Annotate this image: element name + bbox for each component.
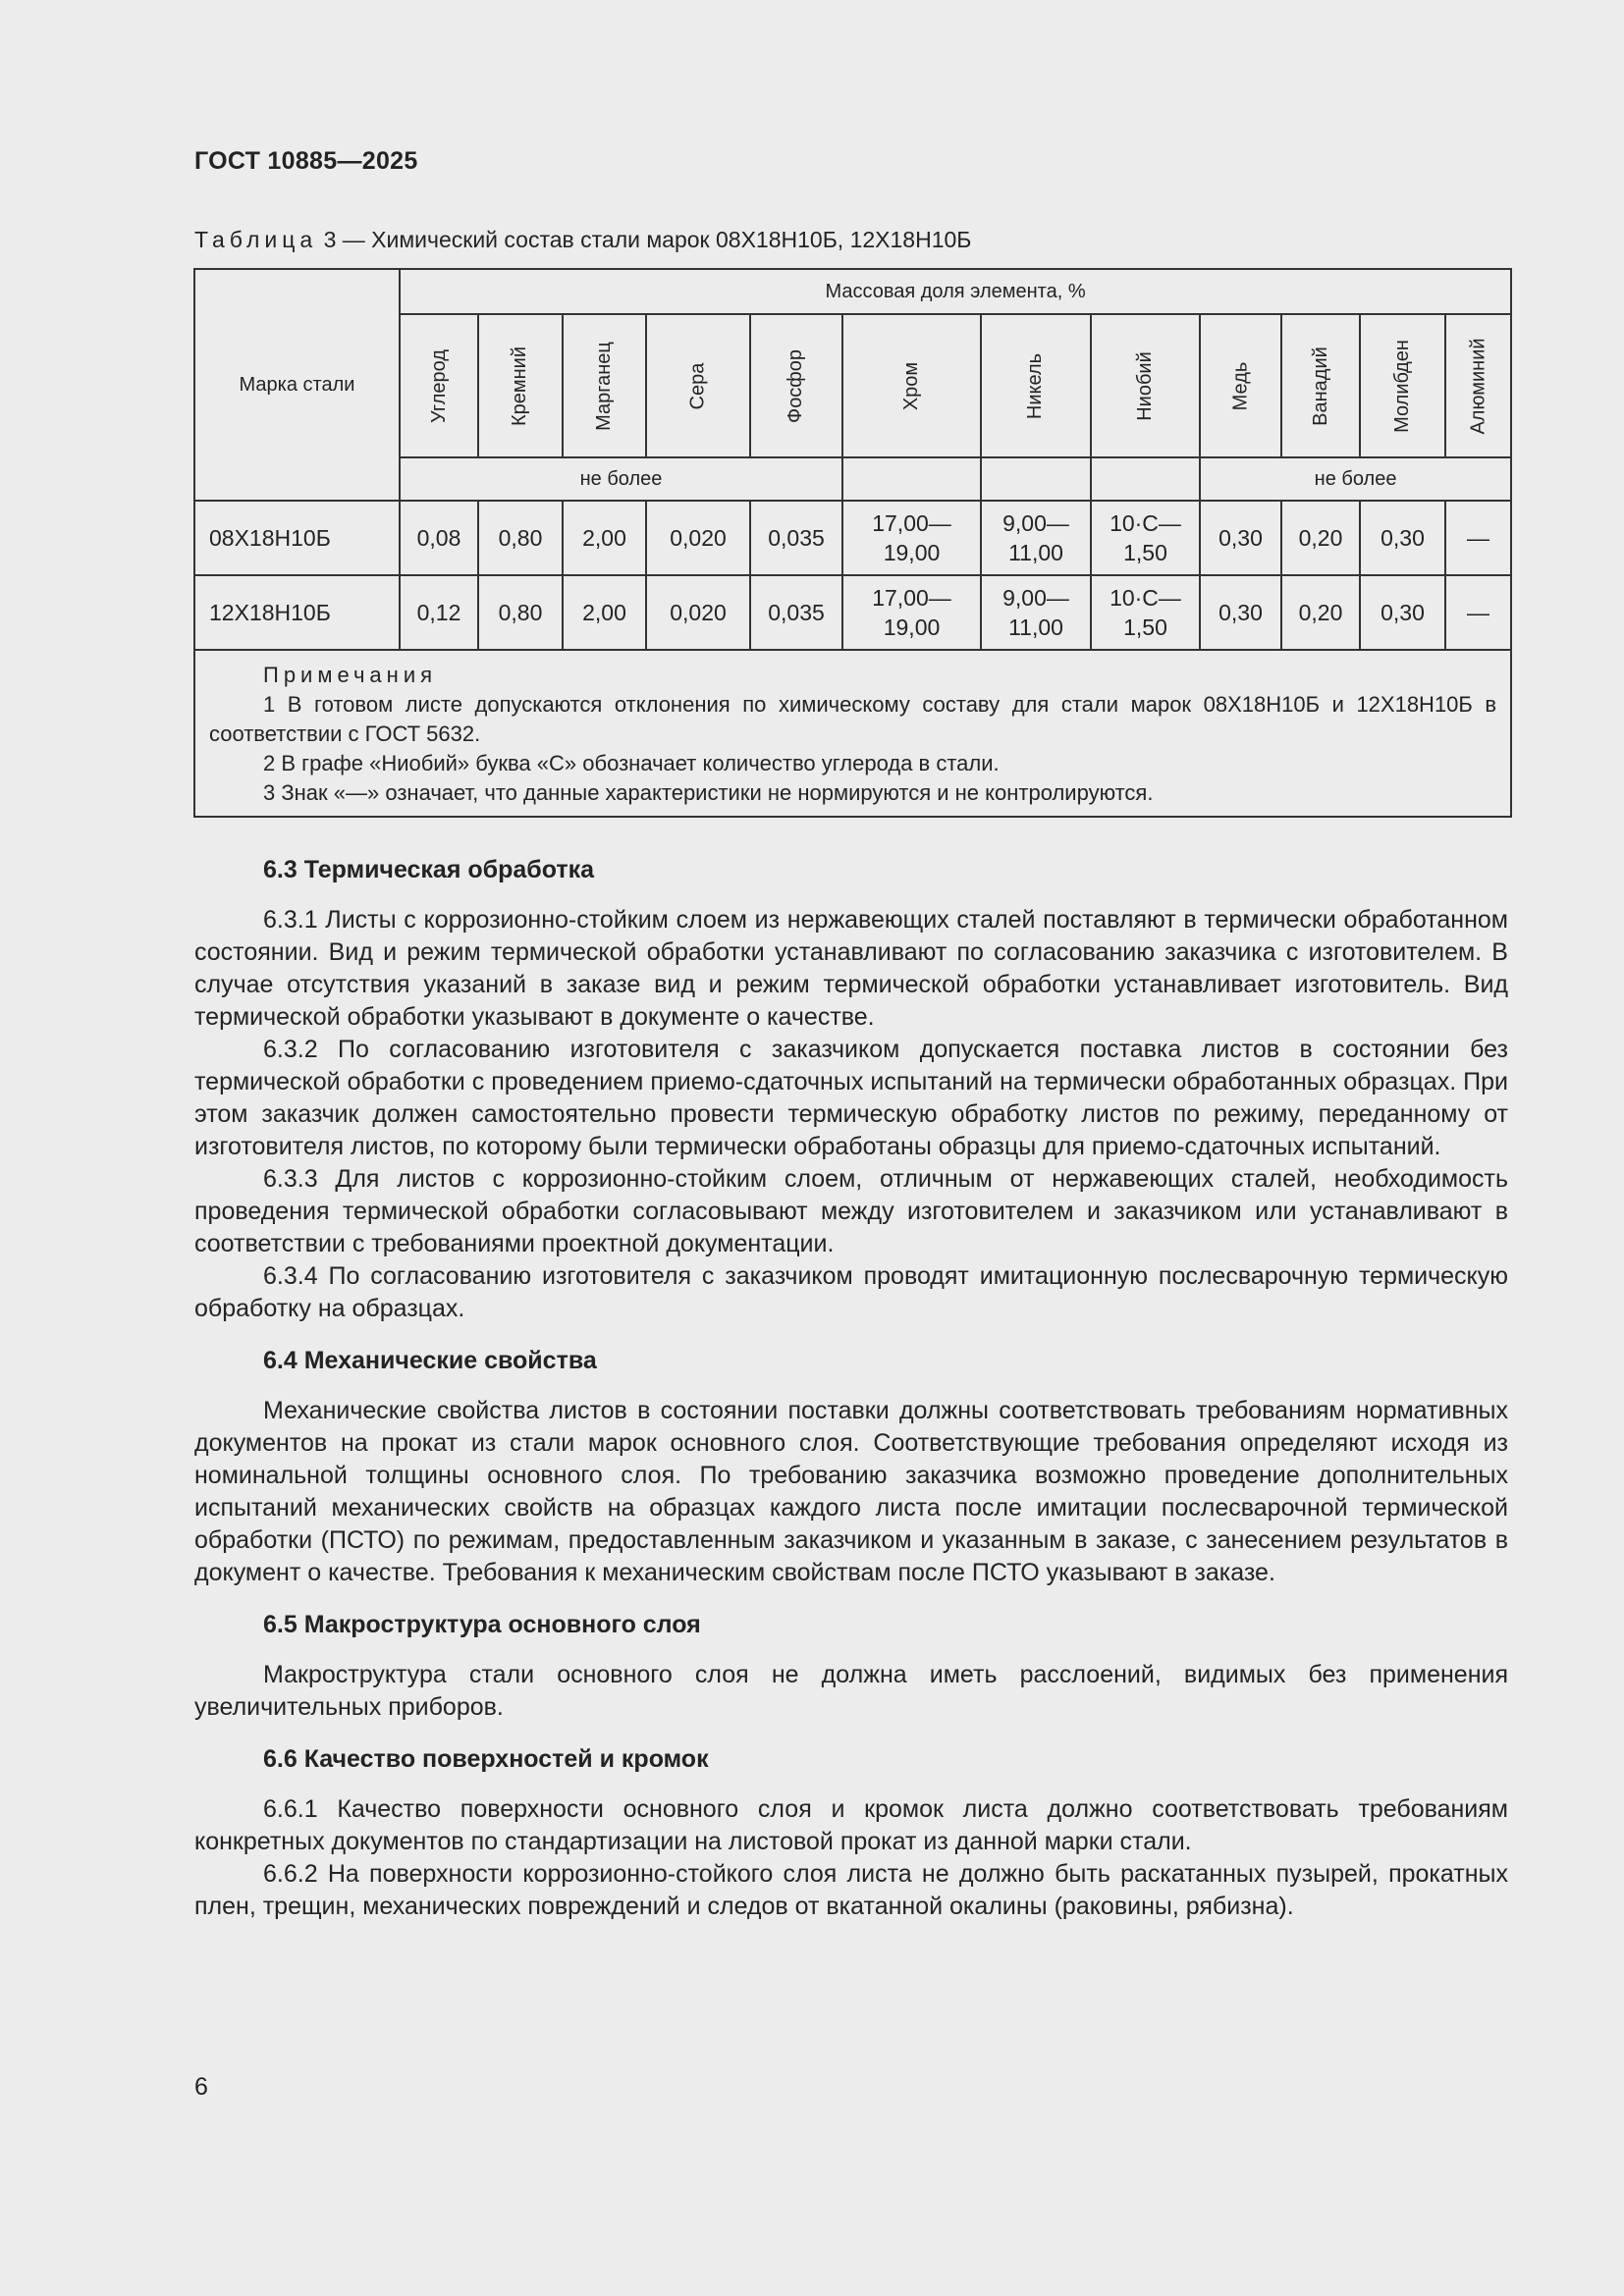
composition-cell: 0,30 [1200, 501, 1281, 575]
composition-cell: 9,00— 11,00 [981, 575, 1091, 650]
composition-cell: — [1445, 501, 1511, 575]
chemical-composition-table [193, 268, 1512, 818]
composition-cell: 9,00— 11,00 [981, 501, 1091, 575]
composition-cell: — [1445, 575, 1511, 650]
limit-not-more-left: не более [400, 457, 842, 501]
main-text [194, 854, 1508, 1923]
limit-empty [1091, 457, 1200, 501]
element-name: Кремний [509, 346, 531, 426]
composition-cell: 0,020 [646, 575, 750, 650]
header-element [400, 314, 478, 457]
header-element [563, 314, 646, 457]
element-name: Никель [1024, 352, 1047, 419]
composition-cell: 10·С— 1,50 [1091, 501, 1200, 575]
element-name: Ниобий [1133, 350, 1156, 421]
document-header: ГОСТ 10885—2025 [194, 147, 418, 175]
composition-cell: 0,08 [400, 501, 478, 575]
notes-title: Примечания [263, 663, 438, 687]
paragraph-6-3-1: 6.3.1 Листы с коррозионно-стойким слоем из нержавеющих сталей поставляют в термически обработанном состоянии. Вид и режим термической обработки устанавливают по согласованию заказчика с изготовителем. В случае отсутствия указаний в заказе вид и режим термической обработки устанавливает изготовитель. Вид термической обработки указывают в документе о качестве. [194, 906, 1508, 1031]
section-heading-6-4: 6.4 Механические свойства [263, 1347, 597, 1374]
limit-not-more-right: не более [1200, 457, 1511, 501]
header-mass-fraction: Массовая доля элемента, % [400, 269, 1511, 314]
table-row [194, 575, 1511, 650]
table-caption-label: Таблица [194, 227, 318, 252]
table-notes [194, 650, 1511, 817]
section-heading-6-3: 6.3 Термическая обработка [263, 856, 595, 883]
element-name: Молибден [1391, 339, 1413, 433]
composition-cell: 0,035 [750, 575, 842, 650]
steel-grade-cell: 08Х18Н10Б [194, 501, 400, 575]
composition-cell: 0,20 [1281, 575, 1360, 650]
paragraph-6-5: Макроструктура стали основного слоя не должна иметь расслоений, видимых без применения увеличительных приборов. [194, 1661, 1508, 1721]
element-name: Алюминий [1467, 337, 1489, 435]
composition-cell: 0,30 [1360, 575, 1445, 650]
header-element [646, 314, 750, 457]
composition-cell: 0,020 [646, 501, 750, 575]
paragraph-6-6-1: 6.6.1 Качество поверхности основного слоя и кромок листа должно соответствовать требованиям конкретных документов по стандартизации на листовой прокат из данной марки стали. [194, 1795, 1508, 1855]
header-element [981, 314, 1091, 457]
element-name: Медь [1228, 361, 1251, 410]
note-2: 2 В графе «Ниобий» буква «С» обозначает количество углерода в стали. [263, 751, 1000, 775]
paragraph-6-4: Механические свойства листов в состоянии поставки должны соответствовать требованиям нормативных документов на прокат из стали марок основного слоя. Соответствующие требования определяют исходя из номинальной толщины основного слоя. По требованию заказчика возможно проведение дополнительных испытаний механических свойств на образцах каждого листа после имитации послесварочной термической обработки (ПСТО) по режимам, предоставленным заказчиком и указанным в заказе, с занесением результатов в документ о качестве. Требования к механическим свойствам после ПСТО указывают в заказе. [194, 1397, 1508, 1586]
header-element [1281, 314, 1360, 457]
header-element [750, 314, 842, 457]
section-heading-6-6: 6.6 Качество поверхностей и кромок [263, 1745, 709, 1773]
limit-empty [981, 457, 1091, 501]
header-element [842, 314, 981, 457]
composition-cell: 0,80 [478, 575, 563, 650]
header-element [1360, 314, 1445, 457]
note-3: 3 Знак «—» означает, что данные характеристики не нормируются и не контролируются. [263, 780, 1154, 805]
steel-grade-cell: 12Х18Н10Б [194, 575, 400, 650]
composition-cell: 0,30 [1360, 501, 1445, 575]
paragraph-6-3-4: 6.3.4 По согласованию изготовителя с заказчиком проводят имитационную послесварочную термическую обработку на образцах. [194, 1262, 1508, 1322]
composition-cell: 0,20 [1281, 501, 1360, 575]
element-name: Сера [686, 362, 709, 409]
header-element [1091, 314, 1200, 457]
composition-cell: 0,035 [750, 501, 842, 575]
element-name: Фосфор [785, 348, 807, 423]
composition-cell: 0,30 [1200, 575, 1281, 650]
page-number: 6 [194, 2073, 208, 2101]
element-name: Марганец [593, 341, 616, 431]
paragraph-6-6-2: 6.6.2 На поверхности коррозионно-стойкого слоя листа не должно быть раскатанных пузырей, прокатных плен, трещин, механических повреждений и следов от вкатанной окалины (раковины, рябизна). [194, 1860, 1508, 1920]
element-name: Ванадий [1309, 346, 1331, 426]
header-steel-grade: Марка стали [194, 269, 400, 501]
composition-cell: 0,80 [478, 501, 563, 575]
composition-cell: 2,00 [563, 501, 646, 575]
composition-cell: 10·С— 1,50 [1091, 575, 1200, 650]
table-caption [194, 227, 971, 253]
header-element [478, 314, 563, 457]
composition-cell: 17,00— 19,00 [842, 501, 981, 575]
element-name: Углерод [427, 348, 450, 423]
element-name: Хром [900, 361, 922, 410]
note-1: 1 В готовом листе допускаются отклонения по химическому составу для стали марок 08Х18Н10Б и 12Х18Н10Б в соответствии с ГОСТ 5632. [209, 692, 1497, 746]
composition-cell: 17,00— 19,00 [842, 575, 981, 650]
header-element [1445, 314, 1511, 457]
limit-empty [842, 457, 981, 501]
table-row [194, 501, 1511, 575]
table-caption-title: 3 — Химический состав стали марок 08Х18Н10Б, 12Х18Н10Б [317, 227, 972, 252]
composition-cell: 2,00 [563, 575, 646, 650]
section-heading-6-5: 6.5 Макроструктура основного слоя [263, 1611, 701, 1638]
composition-cell: 0,12 [400, 575, 478, 650]
paragraph-6-3-3: 6.3.3 Для листов с коррозионно-стойким слоем, отличным от нержавеющих сталей, необходимость проведения термической обработки согласовывают между изготовителем и заказчиком или устанавливают в соответствии с требованиями проектной документации. [194, 1165, 1508, 1257]
header-element [1200, 314, 1281, 457]
paragraph-6-3-2: 6.3.2 По согласованию изготовителя с заказчиком допускается поставка листов в состоянии без термической обработки с проведением приемо-сдаточных испытаний на термически обработанных образцах. При этом заказчик должен самостоятельно провести термическую обработку листов по режиму, переданному от изготовителя листов, по которому были термически обработаны образцы для приемо-сдаточных испытаний. [194, 1036, 1508, 1160]
